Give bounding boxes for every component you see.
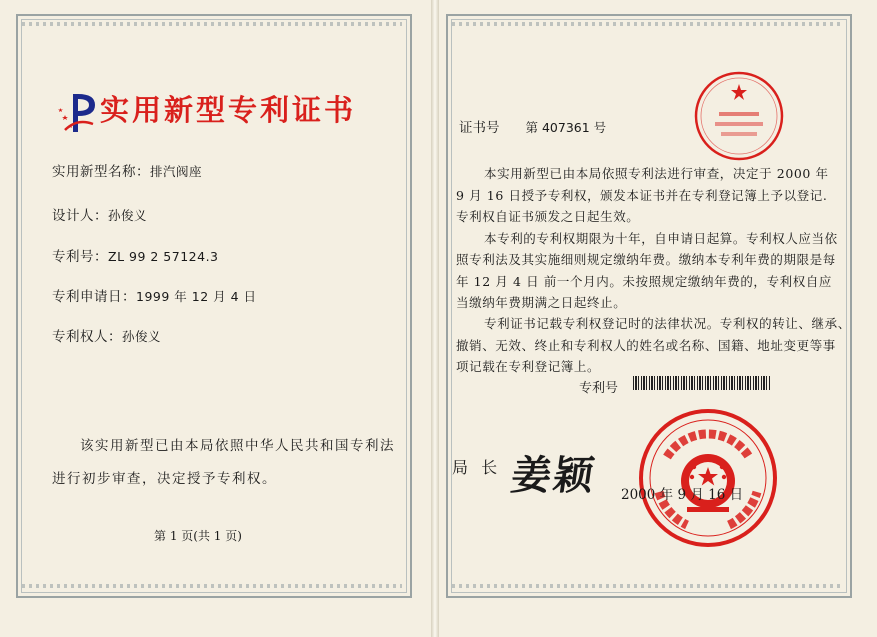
certificate-number-value: 第 407361 号 [525, 120, 607, 135]
certificate-number-label: 证书号 [459, 120, 500, 136]
body-line: 年 12 月 4 日 前一个月内。未按照规定缴纳年费的，专利权自应 [456, 274, 833, 289]
body-line: 照专利法及其实施细则规定缴纳年费。缴纳本专利年费的期限是每 [456, 252, 836, 267]
body-line: 当缴纳年费期满之日起终止。 [456, 295, 627, 310]
patent-barcode [633, 376, 770, 390]
issue-date: 2000 年 9 月 16 日 [621, 487, 744, 503]
body-line: 项记载在专利登记簿上。 [456, 359, 601, 374]
certificate-number-row [459, 116, 606, 136]
director-signature: 姜颖 [508, 452, 599, 499]
national-ip-office-seal-icon [637, 407, 779, 549]
left-top-pattern [22, 22, 402, 26]
body-line: 专利权自证书颁发之日起生效。 [456, 209, 640, 224]
body-line: 本专利的专利权期限为十年，自申请日起算。专利权人应当依 [484, 231, 838, 246]
designer-label: 设计人： [52, 208, 108, 224]
page-number: 第 1 页(共 1 页) [154, 529, 242, 543]
grant-statement-line-2: 进行初步审查，决定授予专利权。 [52, 471, 277, 487]
left-bottom-pattern [22, 584, 402, 588]
patent-number-label: 专利号： [52, 249, 108, 265]
patentee-row [52, 325, 161, 345]
designer-row [52, 204, 147, 224]
barcode-label: 专利号 [579, 381, 619, 396]
filing-date-label: 专利申请日： [52, 289, 136, 305]
right-top-pattern [452, 22, 842, 26]
patent-number-value: ZL 99 2 57124.3 [108, 249, 219, 264]
designer-value: 孙俊义 [108, 208, 148, 223]
page-fold [431, 0, 439, 637]
body-line: 本实用新型已由本局依照专利法进行审查，决定于 2000 年 [484, 166, 829, 181]
utility-model-name-row [52, 160, 202, 180]
filing-date-row [52, 285, 257, 305]
body-line: 专利证书记载专利权登记时的法律状况。专利权的转让、继承、 [484, 316, 851, 331]
filing-date-value: 1999 年 12 月 4 日 [136, 289, 257, 304]
grant-statement-line-1: 该实用新型已由本局依照中华人民共和国专利法 [80, 438, 395, 454]
director-label: 局 长 [452, 458, 502, 477]
right-bottom-pattern [452, 584, 842, 588]
patent-office-small-seal-icon [693, 70, 785, 162]
certificate-title: 实用新型专利证书 [100, 93, 357, 127]
patent-office-logo-icon [55, 90, 99, 134]
utility-model-name-label: 实用新型名称： [52, 164, 150, 180]
body-line: 9 月 16 日授予专利权，颁发本证书并在专利登记簿上予以登记. [456, 188, 828, 203]
patentee-label: 专利权人： [52, 329, 122, 345]
patentee-value: 孙俊义 [122, 329, 162, 344]
body-line: 撤销、无效、终止和专利权人的姓名或名称、国籍、地址变更等事 [456, 338, 836, 353]
utility-model-name-value: 排汽阀座 [150, 164, 203, 179]
patent-number-row [52, 245, 219, 265]
